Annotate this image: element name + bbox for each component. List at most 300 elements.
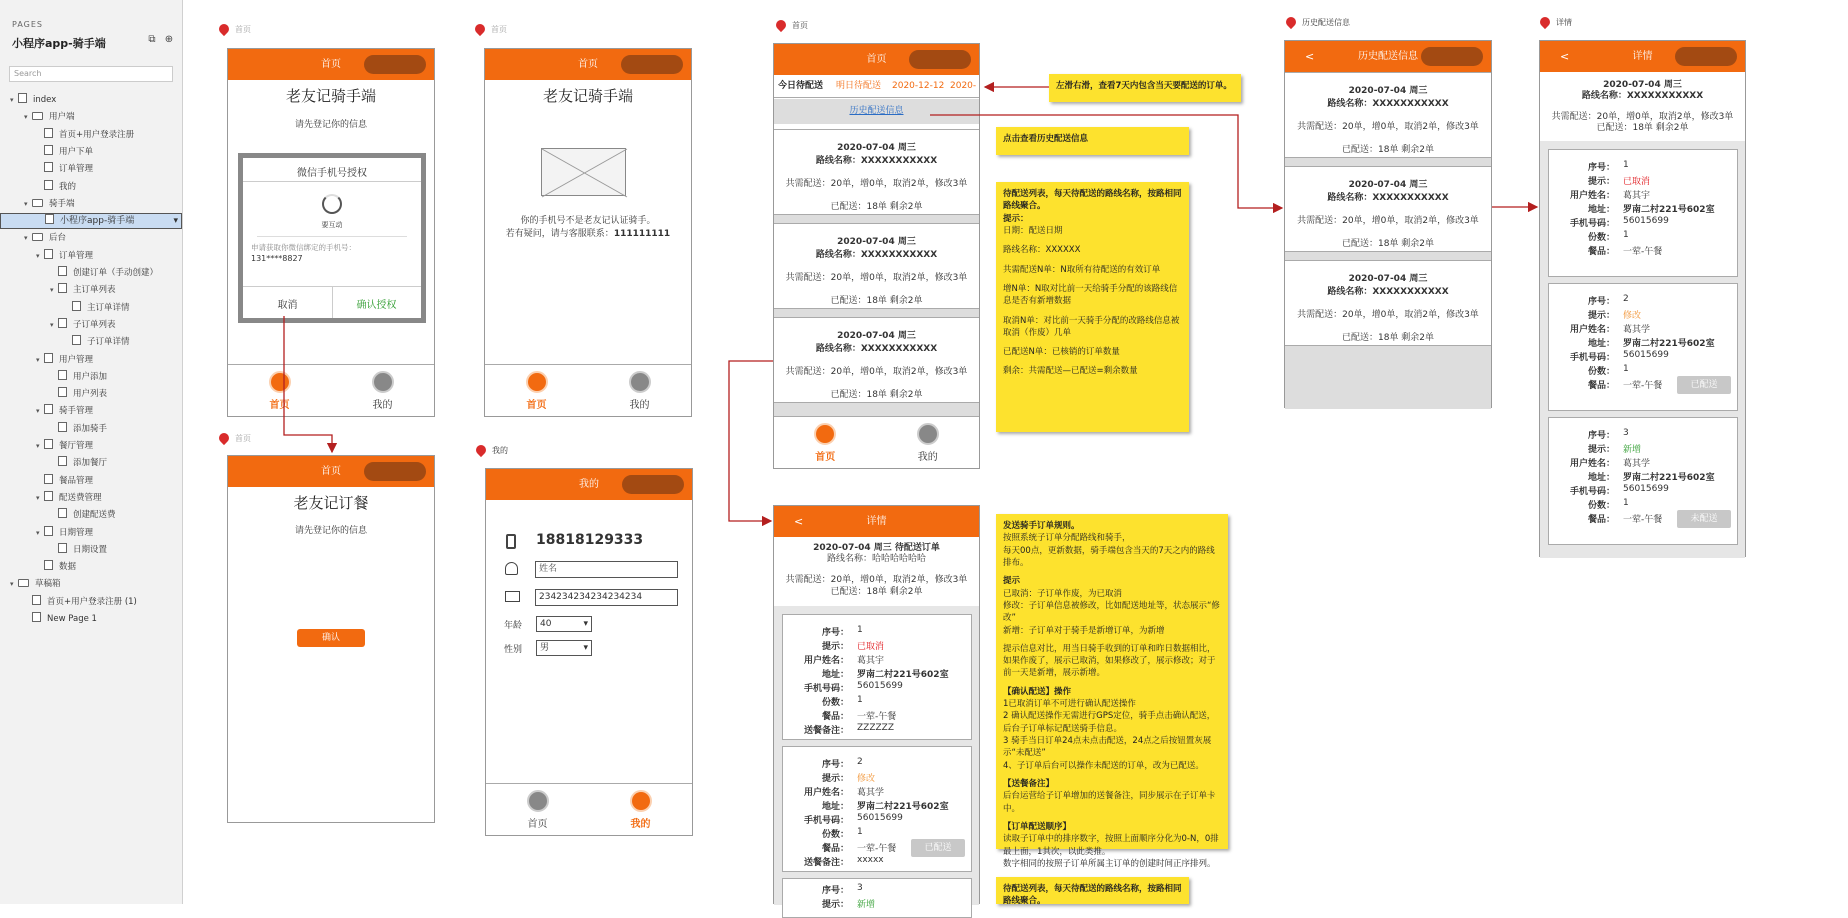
phone-register (227, 455, 435, 823)
tree-item-label: 用户下单 (59, 146, 94, 157)
tree-item-label: 用户添加 (73, 371, 108, 382)
tree-item[interactable] (0, 265, 182, 282)
header-title: 首页 (578, 59, 598, 70)
home-icon (527, 790, 549, 812)
page-icon (58, 266, 67, 276)
chevron-down-icon[interactable]: ▾ (10, 580, 14, 589)
gender-label: 性别 (504, 645, 523, 655)
home-icon (526, 371, 548, 393)
tree-item[interactable] (0, 109, 182, 126)
card-route: 路线名称：XXXXXXXXXXX (815, 344, 938, 354)
not-delivered-button[interactable]: 未配送 (1677, 510, 1731, 528)
page-icon (45, 214, 54, 224)
key-phone: 手机号码： (803, 816, 849, 826)
note-hint: 【确认配送】操作 (1003, 686, 1072, 697)
tab-tomorrow[interactable]: 明日待配送 (836, 81, 882, 91)
phone-delivery-list (773, 43, 980, 469)
cancel-button[interactable]: 取消 (277, 300, 298, 311)
tree-item-label: 餐厅管理 (59, 441, 94, 451)
status-badge: 已取消 (1623, 177, 1651, 187)
route-card[interactable] (774, 129, 979, 215)
phone-history-detail (1539, 40, 1746, 557)
tree-item[interactable] (0, 196, 182, 213)
card-date: 2020-07-04 周三 (837, 331, 916, 341)
tree-item[interactable] (0, 300, 182, 317)
key-remark: 送餐备注： (803, 726, 849, 736)
folder-icon (32, 112, 43, 120)
note-order-rules (996, 514, 1228, 869)
confirm-auth-button[interactable]: 确认授权 (356, 300, 397, 311)
id-field[interactable]: 234234234234234234 (535, 589, 678, 606)
back-icon[interactable]: < (1560, 50, 1570, 63)
route-card[interactable] (774, 223, 979, 309)
tree-item-label: 订单管理 (59, 164, 94, 175)
card-stats: 共需配送：20单，增0单，取消2单，修改3单 (785, 273, 968, 283)
user-icon (505, 562, 518, 575)
tree-item[interactable] (0, 507, 182, 524)
val-qty: 1 (1623, 230, 1629, 240)
confirm-button[interactable]: 确认 (297, 629, 365, 647)
page-icon (32, 595, 41, 605)
delivered-button[interactable]: 已配送 (1677, 376, 1731, 394)
note-line: 日期：配送日期 (1003, 225, 1063, 236)
key-user: 用户姓名： (803, 656, 849, 666)
val-meal: 一荤-午餐 (857, 712, 897, 722)
tree-item-label: 草稿箱 (35, 579, 61, 590)
tree-item[interactable] (0, 213, 182, 229)
val-phone: 56015699 (1623, 350, 1669, 360)
val-seq: 1 (1623, 160, 1629, 170)
val-phone: 56015699 (857, 681, 903, 691)
val-user: 葛其学 (1623, 325, 1651, 335)
order-addr (1587, 202, 1715, 215)
order-meal (1587, 378, 1663, 391)
gender-select[interactable]: 男 ▾ (536, 640, 592, 656)
delivered-button[interactable]: 已配送 (911, 839, 965, 857)
tab-home-label: 首页 (269, 400, 290, 411)
order-seq (821, 757, 863, 770)
val-seq: 3 (1623, 428, 1629, 438)
tree-item[interactable] (0, 386, 182, 403)
tree-item-label: 后台 (49, 233, 67, 244)
note-title: 发送骑手订单规则。 (1003, 521, 1080, 531)
tree-item[interactable] (0, 317, 182, 334)
tab-home-label: 首页 (527, 819, 548, 830)
card-done: 已配送：18单 剩余2单 (830, 296, 923, 306)
tree-item[interactable] (0, 352, 182, 369)
tree-item[interactable] (0, 525, 182, 542)
val-phone: 56015699 (1623, 484, 1669, 494)
card-done: 已配送：18单 剩余2单 (830, 202, 923, 212)
key-meal: 餐品： (821, 844, 849, 854)
status-badge: 新增 (857, 900, 876, 910)
tree-item[interactable] (0, 473, 182, 490)
page-icon (44, 526, 53, 536)
pin-icon (474, 443, 488, 457)
tree-item-label: 子订单列表 (73, 319, 116, 330)
order-tip (821, 771, 876, 784)
note-line: 2 确认配送操作无需进行GPS定位，骑手点击确认配送，后台子订单标记配送骑手信息。 (1003, 711, 1216, 734)
folder-icon (32, 199, 43, 207)
order-addr (1587, 470, 1715, 483)
chevron-down-icon[interactable]: ▾ (50, 320, 54, 329)
screen-label: 首页 (792, 21, 808, 30)
order-tip (1587, 308, 1642, 321)
val-addr: 罗南二村221号602室 (1623, 473, 1715, 483)
key-seq: 序号： (1587, 297, 1615, 307)
image-placeholder-icon (541, 148, 626, 196)
tab-bar (485, 364, 691, 416)
page-icon (44, 128, 53, 138)
tab-mine[interactable] (331, 371, 434, 411)
tree-item[interactable] (0, 490, 182, 507)
tree-item[interactable] (0, 421, 182, 438)
tab-bar (228, 364, 434, 416)
back-icon[interactable]: < (794, 515, 804, 528)
page-icon (58, 387, 67, 397)
tree-item[interactable] (0, 594, 182, 611)
export-icon[interactable]: ⧉ (148, 34, 156, 45)
order-user (1569, 322, 1651, 335)
card-route: 路线名称：XXXXXXXXXXX (1327, 99, 1449, 109)
tree-item-label: 子订单详情 (87, 337, 130, 348)
tree-item-label: 首页+用户登录注册 (59, 129, 135, 140)
key-meal: 餐品： (1587, 247, 1615, 257)
status-badge: 修改 (857, 774, 876, 784)
tab-mine[interactable] (588, 371, 691, 411)
order-phone (1569, 216, 1669, 229)
name-field[interactable]: 姓名 (535, 561, 678, 578)
card-stats: 共需配送：20单，增0单，取消2单，修改3单 (785, 179, 968, 189)
tree-item[interactable] (0, 230, 182, 247)
card-date: 2020-07-04 周三 (1348, 274, 1428, 284)
status-badge: 新增 (1623, 445, 1642, 455)
val-addr: 罗南二村221号602室 (1623, 339, 1715, 349)
page-icon (44, 491, 53, 501)
note-line: 新增：子订单对于骑手是新增订单，为新增 (1003, 625, 1165, 636)
chevron-down-icon[interactable]: ▾ (24, 199, 28, 208)
folder-icon (18, 579, 29, 587)
phone-home-auth (227, 48, 435, 417)
capsule-button[interactable] (622, 475, 684, 494)
header-title: 详情 (1632, 51, 1653, 62)
val-remark: ZZZZZZ (857, 723, 894, 733)
note-line: 路线名称：XXXXXX (1003, 245, 1081, 256)
page-icon (44, 474, 53, 484)
val-qty: 1 (857, 827, 863, 837)
page-icon (72, 301, 81, 311)
contact-phone: 111111111 (613, 229, 671, 239)
chevron-down-icon[interactable]: ▾ (36, 493, 40, 502)
status-badge: 已取消 (857, 642, 885, 652)
val-meal: 一荤-午餐 (1623, 247, 1663, 257)
note-swipe: 左滑右滑，查看7天内包含当天要配送的订单。 (1049, 74, 1241, 102)
status-badge: 修改 (1623, 311, 1642, 321)
home-icon (814, 423, 836, 445)
tab-home[interactable] (228, 371, 331, 411)
key-addr: 地址： (1587, 473, 1615, 483)
search-input[interactable]: Search (9, 66, 173, 82)
loading-text: 要互动 (321, 221, 343, 229)
capsule-button[interactable] (1675, 47, 1737, 66)
page-icon (58, 318, 67, 328)
page-icon (58, 283, 67, 293)
page-icon (44, 162, 53, 172)
note-hint: 提示： (1003, 213, 1029, 224)
page-icon (44, 560, 53, 570)
header-title: 我的 (579, 479, 599, 490)
card-stats: 共需配送：20单，增0单，取消2单，修改3单 (1297, 122, 1479, 132)
header-bar (774, 44, 979, 75)
page-icon (44, 180, 53, 190)
screen-label: 历史配送信息 (1302, 18, 1350, 27)
page-icon (44, 145, 53, 155)
project-name: 小程序app-骑手端 (12, 37, 106, 50)
detail-stats: 共需配送：20单，增0单，取消2单，修改3单 (785, 575, 968, 585)
route-card[interactable] (1285, 72, 1491, 158)
val-qty: 1 (1623, 364, 1629, 374)
tab-home[interactable] (486, 790, 589, 830)
order-phone (803, 813, 903, 826)
order-qty (1587, 364, 1629, 377)
val-user: 葛其学 (857, 788, 885, 798)
card-done: 已配送：18单 剩余2单 (1341, 145, 1435, 155)
tree-item-label: 添加骑手 (73, 423, 108, 434)
auth-dialog (238, 153, 426, 323)
subtitle: 请先登记你的信息 (294, 120, 367, 130)
tree-item-label: 主订单详情 (87, 302, 130, 313)
pin-icon (1284, 15, 1298, 29)
tree-item-label: index (33, 95, 57, 105)
tree-item[interactable] (0, 161, 182, 178)
tab-date[interactable]: 2020-12-12 (892, 81, 945, 91)
chevron-down-icon[interactable]: ▾ (50, 286, 54, 295)
key-addr: 地址： (821, 670, 849, 680)
tree-item-label: 订单管理 (59, 250, 94, 261)
order-card (1548, 149, 1738, 277)
card-stats: 共需配送：20单，增0单，取消2单，修改3单 (1297, 216, 1479, 226)
tree-item-label: 日期管理 (59, 527, 94, 538)
tree-item[interactable] (0, 127, 182, 144)
tree-item[interactable] (0, 144, 182, 161)
order-meal (821, 709, 897, 722)
tree-item[interactable] (0, 92, 182, 109)
tree-item[interactable] (0, 403, 182, 420)
val-seq: 3 (857, 883, 863, 893)
key-seq: 序号： (821, 760, 849, 770)
key-tip: 提示： (821, 774, 849, 784)
tree-item[interactable] (0, 611, 182, 628)
note-line: 已配送N单：已核销的订单数量 (1003, 347, 1120, 358)
user-icon (629, 371, 651, 393)
detail-route: 路线名称：哈哈哈哈哈哈 (826, 554, 926, 564)
phone-mine (485, 468, 693, 836)
tab-bar (486, 783, 692, 835)
tab-mine-label: 我的 (630, 819, 651, 830)
add-page-icon[interactable]: ⊕ (164, 34, 174, 45)
tree-item[interactable] (0, 559, 182, 576)
note-line: 4、子订单后台可以操作未配送的订单，改为已配送。 (1003, 760, 1204, 771)
chevron-down-icon[interactable]: ▾ (36, 442, 40, 450)
key-seq: 序号： (1587, 163, 1615, 173)
note-line: 读取子订单中的排序数字，按照上面顺序分化为0-N，0排最上面，1其次，以此类推。 (1003, 834, 1219, 857)
route-card[interactable] (1285, 166, 1491, 252)
user-icon (630, 790, 652, 812)
tree-item-label: 用户端 (49, 112, 75, 123)
page-icon (32, 612, 41, 622)
contact-text: 若有疑问，请与客服联系： (505, 229, 614, 239)
tree-item-label: 主订单列表 (73, 285, 116, 296)
tree-item[interactable] (0, 179, 182, 196)
loading-spinner-icon (322, 194, 342, 214)
header-title: 历史配送信息 (1358, 51, 1418, 62)
card-route: 路线名称：XXXXXXXXXXX (1327, 193, 1449, 203)
dialog-hint: 申请获取你微信绑定的手机号： (251, 243, 356, 252)
capsule-button[interactable] (621, 55, 683, 74)
order-meal (1587, 512, 1663, 525)
card-route: 路线名称：XXXXXXXXXXX (815, 156, 938, 166)
page-icon (44, 439, 53, 449)
tree-item-label: New Page 1 (47, 614, 97, 624)
card-date: 2020-07-04 周三 (837, 237, 916, 247)
header-bar (485, 49, 691, 80)
folder-icon (32, 233, 43, 241)
note-line: 取消N单：对比前一天骑手分配的改路线信息被取消（作废）几单 (1003, 315, 1180, 338)
val-addr: 罗南二村221号602室 (1623, 205, 1715, 215)
page-icon (58, 370, 67, 380)
message-line (485, 226, 691, 239)
screen-label: 我的 (492, 446, 508, 455)
tree-item[interactable] (0, 576, 182, 593)
card-date: 2020-07-04 周三 (837, 143, 916, 153)
note-title: 待配送列表，每天待配送的路线名称，按路相同路线聚合。 (1003, 189, 1182, 212)
order-tip (821, 897, 876, 910)
key-phone: 手机号码： (1569, 219, 1615, 229)
tree-item[interactable] (0, 248, 182, 265)
tab-date-next[interactable]: 2020- (950, 81, 977, 91)
screen-label: 首页 (235, 434, 251, 443)
note-lines (1003, 225, 1182, 378)
capsule-button[interactable] (364, 55, 426, 74)
note-line: 数字相同的按照子订单所属主订单的创建时间正序排列。 (1003, 858, 1216, 869)
key-addr: 地址： (1587, 339, 1615, 349)
card-stats: 共需配送：20单，增0单，取消2单，修改3单 (785, 367, 968, 377)
key-meal: 餐品： (821, 712, 849, 722)
chevron-down-icon[interactable]: ▾ (36, 355, 40, 364)
capsule-button[interactable] (364, 462, 426, 481)
note-list-rules (996, 182, 1189, 432)
age-select[interactable]: 40 ▾ (536, 616, 592, 632)
pin-icon (217, 22, 231, 36)
note-line: 每天00点，更新数据，骑手端包含当天的7天之内的路线排布。 (1003, 545, 1215, 568)
order-meal (1587, 244, 1663, 257)
tree-item[interactable] (0, 282, 182, 299)
order-addr (821, 667, 949, 680)
back-icon[interactable]: < (1305, 50, 1315, 63)
tab-home[interactable] (774, 423, 877, 463)
order-qty (1587, 230, 1629, 243)
header-title: 首页 (321, 59, 341, 70)
route-card[interactable] (1285, 260, 1491, 346)
history-link[interactable]: 历史配送信息 (774, 99, 979, 124)
header-bar (1540, 41, 1745, 72)
order-phone (803, 681, 903, 694)
detail-stats: 共需配送：20单，增0单，取消2单，修改3单 (1551, 112, 1734, 122)
page-icon (58, 543, 67, 553)
header-bar (228, 49, 434, 80)
tree-item[interactable] (0, 455, 182, 472)
chevron-down-icon[interactable]: ▾ (24, 113, 28, 122)
note-line: 3 骑手当日订单24点未点击配送，24点之后按钮置灰展示“未配送” (1003, 736, 1212, 759)
card-route: 路线名称：XXXXXXXXXXX (1327, 287, 1449, 297)
val-phone: 56015699 (857, 813, 903, 823)
page-icon (44, 404, 53, 414)
card-date: 2020-07-04 周三 (1348, 180, 1428, 190)
page-icon (44, 353, 53, 363)
card-done: 已配送：18单 剩余2单 (1341, 239, 1435, 249)
key-phone: 手机号码： (1569, 487, 1615, 497)
val-qty: 1 (857, 695, 863, 705)
route-card[interactable] (774, 317, 979, 403)
val-meal: 一荤-午餐 (857, 844, 897, 854)
val-meal: 一荤-午餐 (1623, 515, 1663, 525)
note-line: 修改：子订单信息被修改，比如配送地址等，状态展示“修改” (1003, 600, 1220, 624)
tree-item[interactable] (0, 438, 182, 455)
chevron-down-icon[interactable]: ▾ (36, 251, 40, 260)
tab-mine[interactable] (877, 423, 980, 463)
val-remark: xxxxx (857, 855, 884, 865)
arrow-card-detail (729, 361, 773, 521)
note-line: 共需配送N单：N取所有待配送的有效订单 (1003, 264, 1161, 275)
tab-today[interactable]: 今日待配送 (778, 81, 824, 91)
tree-item-label: 添加餐厅 (73, 458, 108, 469)
tree-item[interactable] (0, 334, 182, 351)
key-addr: 地址： (1587, 205, 1615, 215)
user-icon (917, 423, 939, 445)
val-qty: 1 (1623, 498, 1629, 508)
key-qty: 份数： (821, 698, 849, 708)
detail-title: 2020-07-04 周三 待配送订单 (813, 543, 940, 553)
tab-mine[interactable] (589, 790, 692, 830)
detail-date: 2020-07-04 周三 (1603, 80, 1682, 90)
screen-label: 首页 (235, 25, 251, 34)
tab-home[interactable] (485, 371, 588, 411)
key-phone: 手机号码： (1569, 353, 1615, 363)
key-seq: 序号： (821, 628, 849, 638)
key-qty: 份数： (1587, 367, 1615, 377)
key-user: 用户姓名： (1569, 325, 1615, 335)
card-done: 已配送：18单 剩余2单 (830, 390, 923, 400)
chevron-down-icon[interactable]: ▾ (36, 528, 40, 537)
tree-item-label: 我的 (59, 181, 77, 192)
tab-home-label: 首页 (815, 452, 836, 463)
tree-item[interactable] (0, 542, 182, 559)
order-seq (1587, 160, 1629, 173)
chevron-down-icon[interactable]: ▾ (24, 234, 28, 243)
capsule-button[interactable] (1421, 47, 1483, 66)
chevron-down-icon[interactable]: ▾ (10, 96, 14, 104)
tree-item[interactable] (0, 369, 182, 386)
key-tip: 提示： (1587, 311, 1615, 321)
capsule-button[interactable] (909, 50, 971, 69)
note-hint: 【订单配送顺序】 (1003, 821, 1072, 832)
key-seq: 序号： (1587, 431, 1615, 441)
tree-item-label: 小程序app-骑手端 (60, 216, 135, 227)
chevron-down-icon[interactable]: ▾ (36, 407, 40, 416)
key-meal: 餐品： (1587, 381, 1615, 391)
key-user: 用户姓名： (1569, 459, 1615, 469)
order-seq (821, 883, 863, 896)
